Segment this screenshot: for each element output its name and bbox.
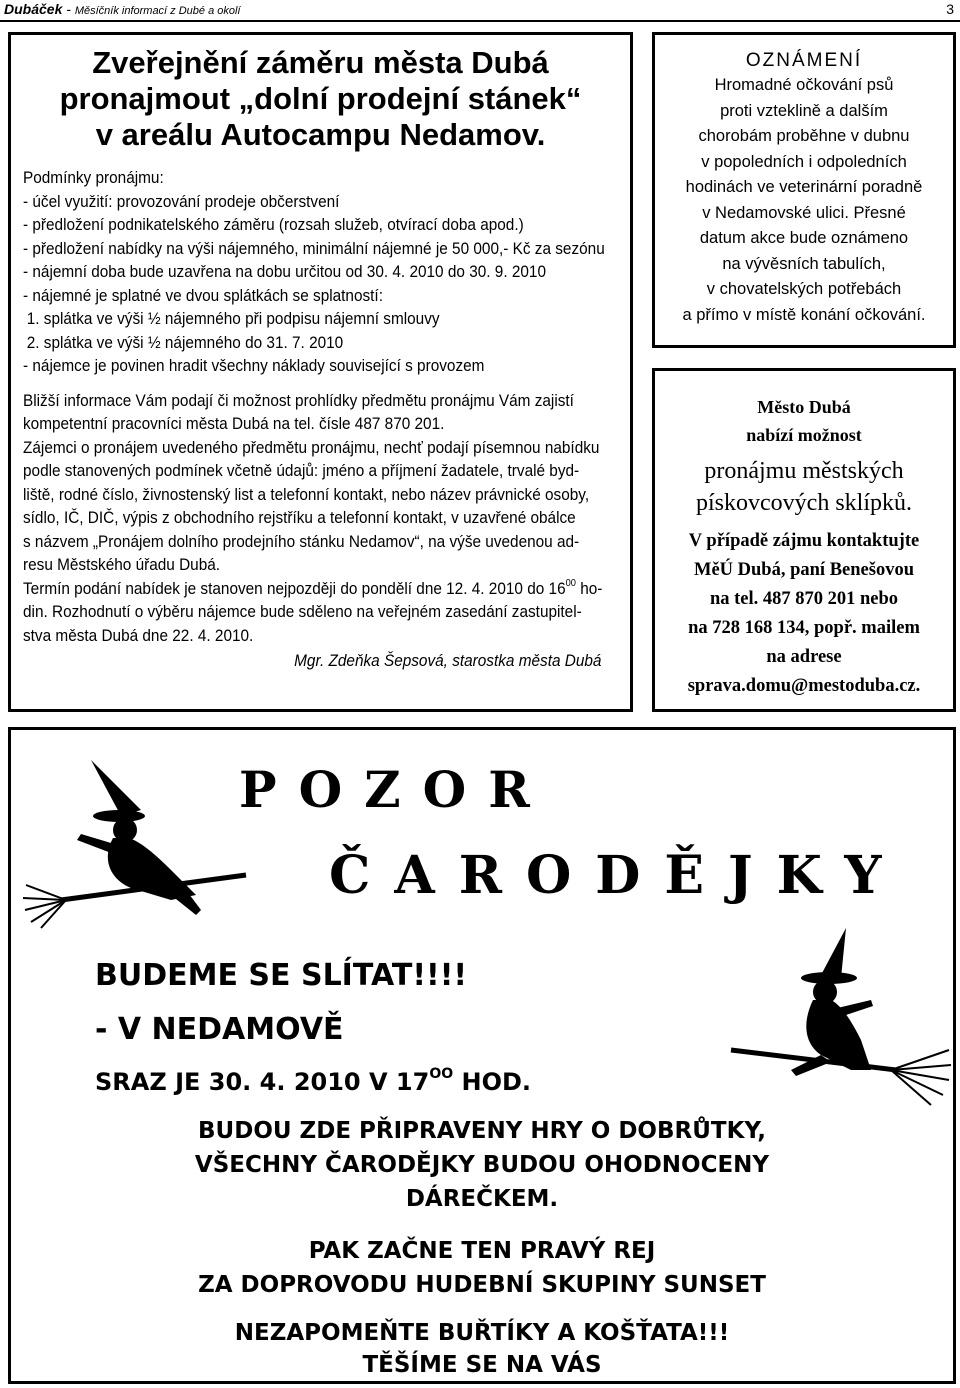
condition-item: - nájemné je splatné ve dvou splátkách se splatností: xyxy=(23,286,383,305)
cellar-offer: pronájmu městských xyxy=(704,458,904,484)
sraz-hour: HOD. xyxy=(453,1068,532,1096)
title-line: Zveřejnění záměru města Dubá xyxy=(92,45,549,80)
nedamove-line: - V NEDAMOVĚ xyxy=(95,1012,344,1047)
rental-notice-box xyxy=(8,32,633,712)
witches-poster xyxy=(8,727,956,1384)
cellar-rental-box xyxy=(652,368,956,712)
title-line: v areálu Autocampu Nedamov. xyxy=(95,117,546,152)
application-paragraph-line: sídlo, IČ, DIČ, výpis z obchodního rejstříku a telefonní kontakt, v uzavřené obálce xyxy=(23,509,576,527)
flying-witch-left-icon xyxy=(21,750,251,930)
deadline-hyphen: ho- xyxy=(575,579,603,598)
decision-paragraph-line: stva města Dubá dne 22. 4. 2010. xyxy=(23,626,254,645)
magazine-subtitle: Měsíčník informací z Dubé a okolí xyxy=(74,5,241,17)
notice-line: v popoledních i odpoledních xyxy=(701,152,907,171)
deadline-text: Termín podání nabídek je stanoven nejpozději do pondělí dne 12. 4. 2010 do 16 xyxy=(23,579,566,598)
sraz-date: SRAZ JE 30. 4. 2010 V 17 xyxy=(95,1068,430,1096)
deadline-minutes: 00 xyxy=(565,577,576,589)
sraz-minutes: OO xyxy=(429,1066,454,1082)
budeme-line: BUDEME SE SLÍTAT!!!! xyxy=(95,958,468,993)
closing-line: NEZAPOMEŇTE BUŘTÍKY A KOŠŤATA!!! xyxy=(234,1320,730,1346)
info-paragraph-line: kompetentní pracovníci města Dubá na tel. čísle 487 870 201. xyxy=(23,415,445,433)
cellar-offer: pískovcových sklípků. xyxy=(696,490,912,516)
vaccination-notice-box xyxy=(652,32,956,348)
decision-paragraph-line: din. Rozhodnutí o výběru nájemce bude sděleno na veřejném zasedání zastupitel- xyxy=(23,603,582,621)
title-line: pronajmout „dolní prodejní stánek“ xyxy=(59,81,582,116)
sraz-line xyxy=(95,1068,531,1096)
condition-item: - nájemce je povinen hradit všechny náklady související s provozem xyxy=(23,357,485,375)
notice-line: v Nedamovské ulici. Přesné xyxy=(702,203,906,222)
contact-email: sprava.domu@mestoduba.cz. xyxy=(687,676,921,696)
cellar-heading: Město Dubá xyxy=(757,397,851,417)
dance-line: PAK ZAČNE TEN PRAVÝ REJ xyxy=(308,1238,656,1264)
contact-line: MěÚ Dubá, paní Benešovou xyxy=(694,560,914,580)
notice-line: na vývěsních tabulích, xyxy=(722,254,886,273)
application-paragraph-line: resu Městského úřadu Dubá. xyxy=(23,556,221,574)
cellar-heading: nabízí možnost xyxy=(746,425,862,445)
conditions-heading: Podmínky pronájmu: xyxy=(23,169,164,187)
application-paragraph-line: Zájemci o pronájem uvedeného předmětu pronájmu, nechť podají písemnou nabídku xyxy=(23,438,600,457)
notice-line: a přímo v místě konání očkování. xyxy=(682,305,926,324)
application-paragraph-line: podle stanovených podmínek včetně údajů: jméno a příjmení žadatele, trvalé byd- xyxy=(23,462,580,480)
magazine-name: Dubáček xyxy=(4,1,63,17)
condition-item: - předložení nabídky na výši nájemného, minimální nájemné je 50 000,- Kč za sezónu xyxy=(23,239,605,258)
contact-line: V případě zájmu kontaktujte xyxy=(688,531,920,551)
info-paragraph-line: Bližší informace Vám podají či možnost prohlídky předmětu pronájmu Vám zajistí xyxy=(23,391,574,410)
header-separator: - xyxy=(62,1,75,17)
condition-item: - předložení podnikatelského záměru (rozsah služeb, otvírací doba apod.) xyxy=(23,216,524,234)
notice-line: hodinách ve veterinární poradně xyxy=(685,178,923,196)
pozor-heading: POZOR xyxy=(239,760,552,819)
notice-line: proti vzteklině a dalším xyxy=(720,101,888,120)
flying-witch-right-icon xyxy=(721,920,953,1110)
contact-line: na adrese xyxy=(766,647,842,667)
application-paragraph-line: liště, rodné číslo, živnostenský list a telefonní kontakt, nebo název právnické osoby, xyxy=(23,485,590,504)
vaccination-notice-title: OZNÁMENÍ xyxy=(745,50,863,71)
rental-notice-title xyxy=(23,45,618,153)
notice-line: v chovatelských potřebách xyxy=(706,280,902,298)
games-line: DÁREČKEM. xyxy=(405,1186,559,1212)
installment-item: 1. splátka ve výši ½ nájemného při podpisu nájemní smlouvy xyxy=(26,310,440,328)
signature: Mgr. Zdeňka Šepsová, starostka města Dubá xyxy=(294,652,602,670)
games-line: BUDOU ZDE PŘIPRAVENY HRY O DOBRŮTKY, xyxy=(198,1118,766,1144)
contact-line: na tel. 487 870 201 nebo xyxy=(709,589,899,609)
closing-line: TĚŠÍME SE NA VÁS xyxy=(362,1352,602,1378)
condition-item: - účel využití: provozování prodeje občerstvení xyxy=(23,192,340,211)
rental-conditions xyxy=(23,167,618,674)
application-paragraph-line: s názvem „Pronájem dolního prodejního stánku Nedamov“, na výše uvedenou ad- xyxy=(23,532,580,551)
notice-line: datum akce bude oznámeno xyxy=(699,229,909,247)
page-number: 3 xyxy=(946,1,954,17)
carodejky-heading: ČARODĚJKY xyxy=(329,845,906,906)
page-header xyxy=(0,0,960,22)
contact-line: na 728 168 134, popř. mailem xyxy=(688,618,920,638)
notice-line: Hromadné očkování psů xyxy=(714,76,894,94)
notice-line: chorobám proběhne v dubnu xyxy=(698,127,910,145)
games-line: VŠECHNY ČARODĚJKY BUDOU OHODNOCENY xyxy=(194,1152,770,1178)
installment-item: 2. splátka ve výši ½ nájemného do 31. 7. 2010 xyxy=(26,333,344,352)
publication-title xyxy=(4,0,241,20)
deadline-line xyxy=(23,578,618,602)
dance-line: ZA DOPROVODU HUDEBNÍ SKUPINY SUNSET xyxy=(198,1272,766,1298)
condition-item: - nájemní doba bude uzavřena na dobu určitou od 30. 4. 2010 do 30. 9. 2010 xyxy=(23,263,546,281)
